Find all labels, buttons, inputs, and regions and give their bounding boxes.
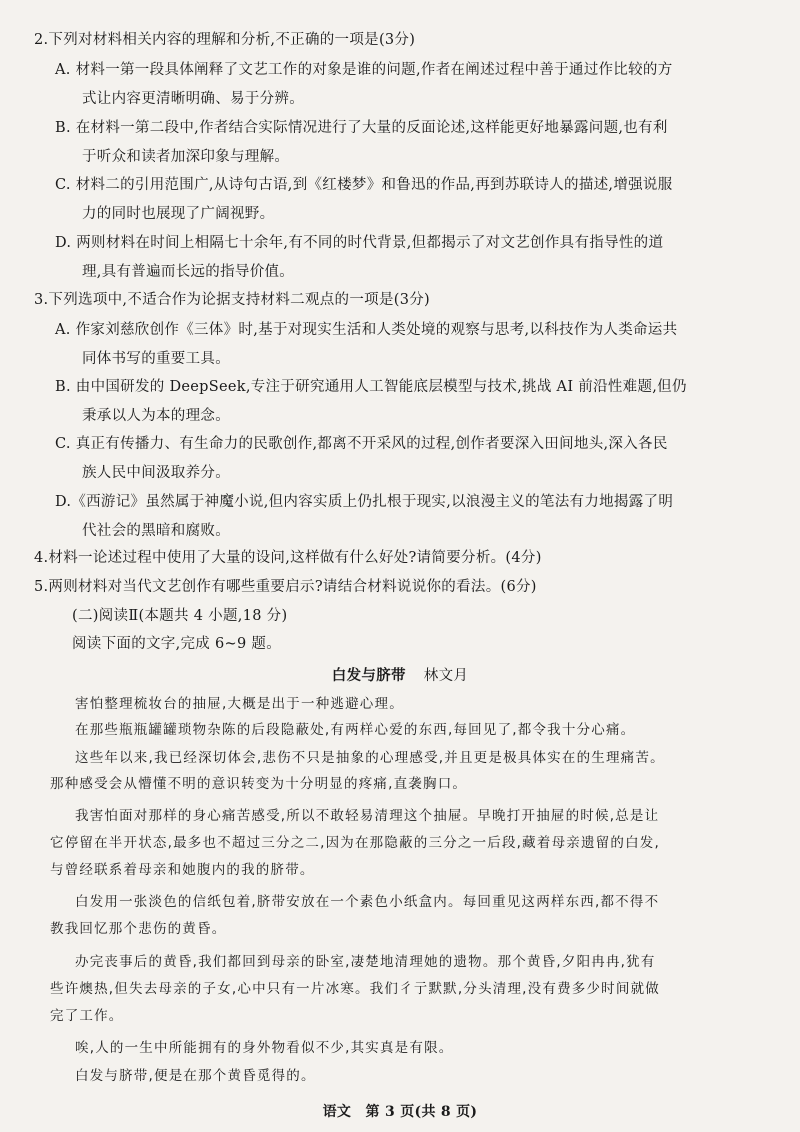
paragraph-line: 那种感受会从懵懂不明的意识转变为十分明显的疼痛,直袭胸口。: [50, 776, 468, 792]
option-line: 力的同时也展现了广阔视野。: [82, 206, 275, 222]
q2-option-d: [55, 233, 772, 282]
option-line: A. 作家刘慈欣创作《三体》时,基于对现实生活和人类处境的观察与思考,以科技作为人类命运共: [55, 322, 678, 338]
option-line: 同体书写的重要工具。: [82, 351, 230, 367]
option-line: 理,具有普遍而长远的指导价值。: [82, 264, 295, 280]
question-4: 4.材料一论述过程中使用了大量的设问,这样做有什么好处?请简要分析。(4分): [34, 550, 542, 566]
option-line: B. 在材料一第二段中,作者结合实际情况进行了大量的反面论述,这样能更好地暴露问题,也有利: [55, 120, 668, 136]
article-paragraph-2: [50, 720, 774, 740]
article-title: 白发与脐带: [331, 667, 406, 684]
paragraph-line: 白发与脐带,便是在那个黄昏觅得的。: [75, 1068, 316, 1084]
paragraph-line: 我害怕面对那样的身心痛苦感受,所以不敢轻易清理这个抽屉。早晚打开抽屉的时候,总是让: [75, 808, 660, 824]
option-line: C. 材料二的引用范围广,从诗句古语,到《红楼梦》和鲁迅的作品,再到苏联诗人的描述,增强说服: [55, 177, 673, 193]
article-paragraph-5: [50, 892, 774, 939]
paragraph-line: 办完丧事后的黄昏,我们都回到母亲的卧室,凄楚地清理她的遗物。那个黄昏,夕阳冉冉,犹有: [75, 954, 656, 970]
paragraph-line: 唉,人的一生中所能拥有的身外物看似不少,其实真是有限。: [75, 1040, 454, 1056]
article-author: 林文月: [423, 668, 469, 684]
question-2-stem: 2.下列对材料相关内容的理解和分析,不正确的一项是(3分): [34, 32, 416, 48]
q2-option-a: [55, 60, 772, 109]
paragraph-line: 白发用一张淡色的信纸包着,脐带安放在一个素色小纸盒内。每回重见这两样东西,都不得不: [75, 894, 660, 910]
q2-option-c: [55, 175, 772, 224]
q3-option-b: [55, 377, 772, 426]
paragraph-line: 教我回忆那个悲伤的黄昏。: [50, 921, 227, 937]
q3-option-c: [55, 434, 772, 483]
article-paragraph-3: [50, 748, 774, 794]
option-line: B. 由中国研发的 DeepSeek,专注于研究通用人工智能底层模型与技术,挑战 AI 前沿性难题,但仍: [55, 379, 687, 395]
question-5: 5.两则材料对当代文艺创作有哪些重要启示?请结合材料说说你的看法。(6分): [34, 579, 537, 595]
page-footer: 语文 第 3 页(共 8 页): [322, 1104, 478, 1120]
question-3-stem: 3.下列选项中,不适合作为论据支持材料二观点的一项是(3分): [34, 292, 430, 308]
article-paragraph-7: [50, 1038, 774, 1058]
paragraph-line: 些许燠热,但失去母亲的子女,心中只有一片冰寒。我们彳亍默默,分头清理,没有费多少时间就做: [50, 981, 660, 997]
q2-option-b: [55, 118, 772, 167]
paragraph-line: 与曾经联系着母亲和她腹内的我的脐带。: [50, 862, 315, 878]
paragraph-line: 完了工作。: [50, 1008, 124, 1024]
option-line: 秉承以人为本的理念。: [82, 408, 230, 424]
paragraph-line: 这些年以来,我已经深切体会,悲伤不只是抽象的心理感受,并且更是极具体实在的生理痛苦。: [75, 750, 665, 766]
q3-option-a: [55, 320, 772, 369]
option-line: 于听众和读者加深印象与理解。: [82, 149, 290, 165]
option-line: C. 真正有传播力、有生命力的民歌创作,都离不开采风的过程,创作者要深入田间地头,深入各民: [55, 436, 668, 452]
section-heading: (二)阅读Ⅱ(本题共 4 小题,18 分): [72, 608, 288, 624]
article-paragraph-1: [50, 694, 774, 714]
article-paragraph-8: [50, 1066, 774, 1086]
article-paragraph-4: [50, 806, 774, 880]
paragraph-line: 它停留在半开状态,最多也不超过三分之二,因为在那隐蔽的三分之一后段,藏着母亲遗留的白发,: [50, 835, 660, 851]
article-title-row: [0, 666, 800, 686]
option-line: D. 两则材料在时间上相隔七十余年,有不同的时代背景,但都揭示了对文艺创作具有指导性的道: [55, 235, 664, 251]
option-line: 代社会的黑暗和腐败。: [82, 523, 230, 539]
paragraph-line: 害怕整理梳妆台的抽屉,大概是出于一种逃避心理。: [75, 696, 404, 712]
paragraph-line: 在那些瓶瓶罐罐琐物杂陈的后段隐蔽处,有两样心爱的东西,每回见了,都令我十分心痛。: [75, 722, 636, 738]
option-line: D.《西游记》虽然属于神魔小说,但内容实质上仍扎根于现实,以浪漫主义的笔法有力地揭露了明: [55, 494, 674, 510]
option-line: A. 材料一第一段具体阐释了文艺工作的对象是谁的问题,作者在阐述过程中善于通过作比较的方: [55, 62, 673, 78]
article-paragraph-6: [50, 952, 774, 1026]
option-line: 族人民中间汲取养分。: [82, 465, 230, 481]
q3-option-d: [55, 492, 772, 541]
option-line: 式让内容更清晰明确、易于分辨。: [82, 91, 304, 107]
section-instruction: 阅读下面的文字,完成 6~9 题。: [72, 636, 282, 652]
